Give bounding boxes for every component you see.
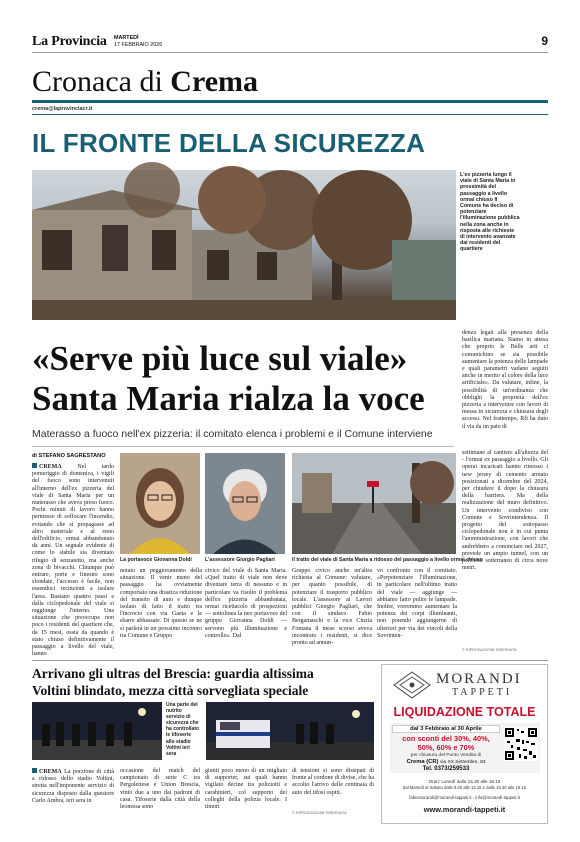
- police-vans-illustration: [206, 702, 374, 760]
- ad-hours-1: Orari: Lunedì dalle 15.30 alle 19.15: [428, 779, 501, 784]
- masthead-rule: [32, 52, 548, 53]
- lead-marker: [32, 463, 37, 468]
- ad-headline: LIQUIDAZIONE TOTALE: [393, 705, 536, 719]
- main-col-5: vo confronto con il comitato. «Perpotenziare l'illuminazione, in particolare nell'ultimo tratto del viale — aggiunge — abbiamo fatto pulire le lampade. Inoltre, vorremmo aumentare la potenza dei corpi illuminanti, non potendo aggiungerne di ulteriori per via dei vincoli della Sovrinten-: [377, 568, 457, 639]
- section-email[interactable]: crema@laprovinciacr.it: [32, 106, 93, 112]
- photo-street: [292, 453, 456, 554]
- ad-contacts[interactable]: fabiomorandi@morandi-tappeti.it - info@morandi-tappeti.it: [409, 795, 520, 800]
- section-rule: [32, 100, 548, 103]
- second-lead-city: CREMA: [39, 769, 62, 775]
- ad-discount-2: 50%, 60% e 70%: [417, 743, 475, 752]
- main-col-6-top: denza legati alla presenza della basilica mariana. Siamo in attesa che proprio le Belle arti ci comunichino se sia possibile aumentare la potenza delle lampade e quali parametri vadano seguiti anche in merito al colore della luce artificiale». Da valutare, infine, la possibilità di un'ordinanza che obblighi la proprietà dell'ex pizzeria a intervenire con lavori di messa in sicurezza e chiusura degli accessi. Nel frattempo, Rfi ha dato il via da un paio di: [462, 330, 548, 430]
- section-rule-thin: [32, 114, 548, 115]
- byline-text: di STEFANO SAGRESTANO: [32, 453, 106, 459]
- street-illustration: [292, 453, 456, 554]
- subheadline-rule: [32, 446, 454, 447]
- byline: [32, 453, 106, 459]
- stadium-photo-right: [206, 702, 374, 760]
- second-col-1-text: La porzione di città a ridosso dello stadio Voltini, stretta nell'imponente servizio di sicurezza disposto dalla questore Carlo Ambra, ieri sera in: [32, 769, 114, 804]
- section-city: Crema: [170, 65, 259, 98]
- second-lead-marker: [32, 768, 37, 773]
- portrait-pagliari-illustration: [205, 453, 285, 554]
- second-col-3: giunti poco meno di un migliaio di supporter, sui quali hanno vigilato decine tra poliziotti e carabinieri, col supporto dei colleghi della polizia locale. I timori: [205, 768, 287, 811]
- section-prefix: Cronaca di: [32, 65, 163, 98]
- main-photo-caption: L'ex pizzeria lungo il viale di Santa Maria in prossimità del passaggio a livello ormai chiuso Il Comune ha deciso di potenziare l'illuminazione pubblica nella zona anche in risposta alle richieste di intervento avanzate dai residenti del quartiere: [460, 172, 520, 253]
- ad-period: dal 3 Febbraio al 30 Aprile: [392, 725, 500, 733]
- ad-closure: per chiusura del Punto Vendita di: [410, 753, 482, 758]
- page-number: 9: [541, 34, 548, 48]
- main-col-3: civico del viale di Santa Maria. «Quel tratto di viale non deve diventare terra di nessuno e in particolare va risolto il problema dell'ex pizzeria abbandonata, ormai ricettacolo di prospezioni — sottolinea la neo portavoce del gruppo Giovanna Doldi — servono più illuminazione e controllo». Dal: [205, 568, 287, 639]
- article-divider: [32, 660, 548, 661]
- ad-website[interactable]: www.morandi-tappeti.it: [423, 805, 506, 814]
- masthead-date: 17 FEBBRAIO 2026: [114, 42, 163, 48]
- second-col-2: occasione del match del campionato di serie C tra Pergolettese e Union Brescia, vinto due a uno dai padroni di casa. Tifoserie dalla città della leonessa sono: [120, 768, 200, 811]
- section-title: [32, 66, 258, 98]
- caption-pagliari: L'assessore Giorgio Pagliari: [205, 557, 275, 563]
- main-headline-line2: Santa Maria rialza la voce: [32, 379, 425, 418]
- second-headline-line1: Arrivano gli ultras del Brescia: guardia altissima: [32, 666, 314, 681]
- qr-code-icon: [504, 727, 538, 761]
- second-col-1: [32, 768, 114, 818]
- photo-doldi: [120, 453, 200, 554]
- police-cordon-illustration: [32, 702, 162, 760]
- main-col-2: notato un peggioramento della situazione. Il venir meno del passaggio ha ovviamente comportato una drastica riduzione del transito di auto e dunque isolato di fatto il tratto tra l'incrocio con via Gaeta e le sbarre abbassate. Di questo se ne si parlerà in un prossimo incontro tra Comune e Gruppo: [120, 568, 202, 639]
- second-headline-line2: Voltini blindato, mezza città sorvegliata speciale: [32, 683, 309, 698]
- main-col-4: Gruppo civico anche un'altra richiesta al Comune: valutare, per quanto possibile, di potenziare il trasporto pubblico locale. L'assessore ai Lavori pubblici Giorgio Pagliari, che con il sindaco Fabio Bergamaschi e la vice Cinzia Fontana il mese scorso aveva incontrato i residenti, si dice pronto ad annun-: [292, 568, 372, 647]
- ad-box[interactable]: [381, 664, 548, 824]
- main-col-1-text: Nel tardo pomeriggio di domenica, i vigili del fuoco sono intervenuti all'interno dell'ex pizzeria del viale di Santa Maria per un materasso che aveva preso fuoco. Pochi minuti di lavoro hanno permesso di soffocare l'incendio, evitando che si propagasse ad altro materiale e al resto dell'edificio, ormai abbandonato da anni. Un segnale evidente di come lo stabile sia diventato rifugio di senzatetto, ma anche zona di bivacchi. Chiunque può entrare, porte e finestre sono sfondate, l'accesso è facile, non essendoci recinzioni a isolare l'area. Bastano quattro passi e dalla ciclopedonale del viale si raggiunge l'interno. Una situazione che preoccupa non poco i residenti del quartiere che, da 15 mesi, ossia da quando è stato chiuso definitivamente il passaggio a livello del viale, hanno: [32, 464, 114, 658]
- ad-address-street: via XX Settembre, 83: [440, 760, 486, 765]
- main-author-tag: © RIPRODUZIONE RISERVATA: [462, 648, 517, 652]
- morandi-logo-icon: [392, 671, 432, 699]
- second-col-4: di tensioni si sono dissipati di fronte al cordone di divise, che ha accolto l'arrivo delle centinaia di auto dei tifosi ospiti.: [292, 768, 374, 796]
- second-author-tag: © RIPRODUZIONE RISERVATA: [292, 811, 347, 815]
- ad-logo: [392, 671, 432, 699]
- stadium-photo-left: [32, 702, 162, 760]
- photo-pagliari: [205, 453, 285, 554]
- second-photo-caption: Una parte del nutrito servizio di sicurezza che ha controllato le tifoserie allo stadio Voltini ieri sera: [166, 702, 200, 757]
- main-headline-line1: «Serve più luce sul viale»: [32, 339, 408, 378]
- main-photo: [32, 170, 456, 320]
- ad-brand-top: MORANDI: [436, 671, 522, 687]
- masthead: [32, 34, 548, 50]
- caption-doldi: La portavoce Giovanna Doldi: [120, 557, 192, 563]
- ad-discount-1: con sconti del 30%, 40%,: [402, 734, 490, 743]
- portrait-doldi-illustration: [120, 453, 200, 554]
- main-col-6-bottom: settimane al cantiere all'altezza del - l'ormai ex passaggio a livello. Gli operai incaricati hanno rimosso i new jersey di cemento armato posizionati a dicembre del 2024, per chiudere il dopo la chiusura della barriera. Ma della realizzazione del muro definitivo. Un intervento condiviso con Comune e Sovrintendenza. Il progetto del sottopasso ciclopedonale non è in cui punta l'amministrazione, con lavori che andrebbero a cominciare nel 2027, prevede un ampio tunnel, con un percorso sotterraneo di circa nove metri.: [462, 450, 548, 572]
- ad-qr-code[interactable]: [504, 727, 538, 761]
- ad-address: [392, 759, 500, 765]
- masthead-day: MARTEDÌ: [114, 35, 139, 41]
- caption-street: Il tratto del viale di Santa Maria a ridosso del passaggio a livello ormai chiuso: [292, 557, 483, 563]
- ad-phone[interactable]: Tel. 0373/259533: [422, 766, 470, 772]
- ad-hours-2: dal Martedì al Sabato dalle 9.00 alle 12.15 e dalle 15.30 alle 19.15: [403, 785, 526, 790]
- ad-address-city: Crema (CR): [406, 759, 439, 765]
- main-col-1: [32, 463, 114, 658]
- main-subheadline: Materasso a fuoco nell'ex pizzeria: il comitato elenca i problemi e il Comune interviene: [32, 428, 433, 440]
- ad-brand-bottom: TAPPETI: [452, 687, 513, 698]
- abandoned-pizzeria-illustration: [32, 170, 456, 320]
- theme-banner: IL FRONTE DELLA SICUREZZA: [32, 128, 426, 158]
- lead-city: CREMA: [39, 464, 62, 470]
- paper-name: La Provincia: [32, 34, 107, 49]
